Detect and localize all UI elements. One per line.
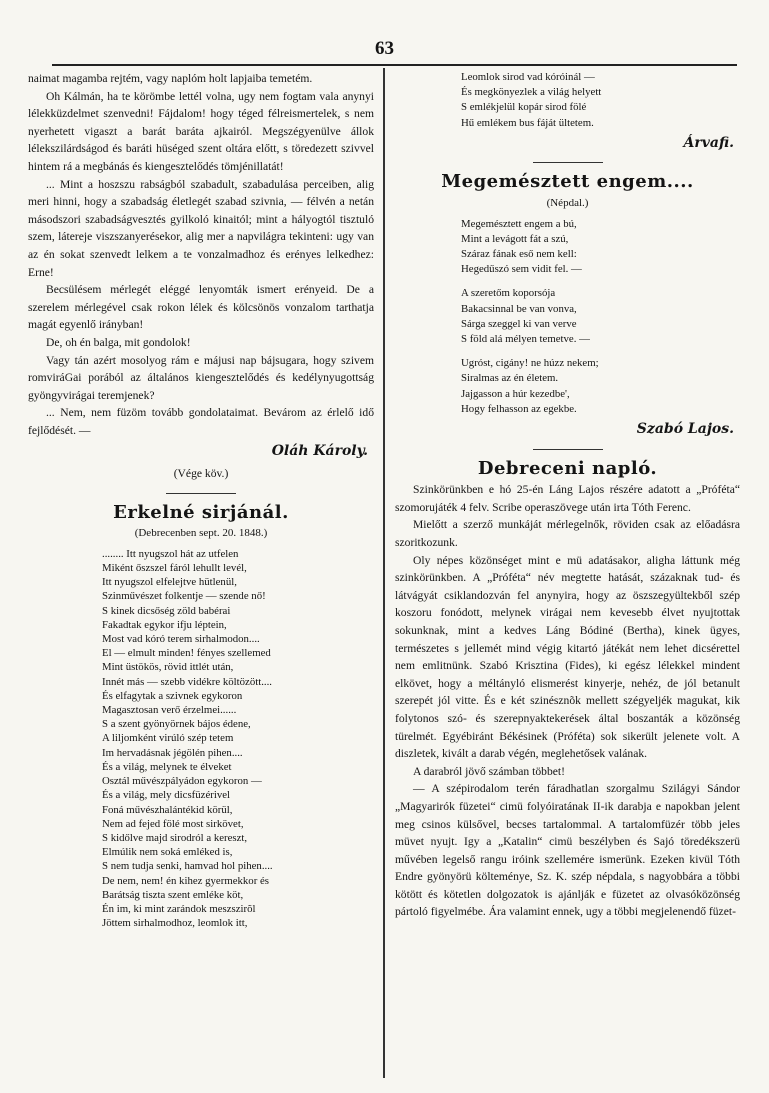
poem-line: Hegedűszó sem vidit fel. — (461, 263, 582, 276)
poem-line: Foná művészhalántékid körül, (102, 803, 233, 816)
poem-line: S a szent gyönyörnek bájos édene, (102, 718, 251, 731)
poem-title: Erkelné sirjánál. (113, 501, 289, 523)
poem-line: ........ Itt nyugszol hát az utfelen (102, 547, 239, 560)
paragraph: De, oh én balga, mit gondolok! (46, 335, 191, 349)
poem-line: Hű emlékem bus fáját ültetem. (461, 116, 594, 129)
poem-line: De nem, nem! én kihez gyermekkor és (102, 874, 269, 887)
poem-line: Most vad kóró terem sirhalmodon.... (102, 633, 260, 646)
poem-line: Nem ad fejed fölé most sirkövet, (102, 817, 244, 830)
stanza-gap (461, 277, 740, 286)
poem-line: Jajgasson a húr kezedbe', (461, 387, 570, 400)
poem-line: Bakacsinnal be van vonva, (461, 302, 577, 315)
poem-line: El — elmult minden! fényes szellemed (102, 647, 271, 660)
poem-line: Sárga szeggel ki van verve (461, 317, 577, 330)
continued-note: (Vége köv.) (173, 467, 229, 481)
poem-line: És megkönyezlek a világ helyett (461, 86, 602, 99)
poem-line: S kinek dicsőség zöld babérai (102, 604, 231, 617)
poem-line: Száraz fának eső nem kell: (461, 248, 577, 260)
right-column (395, 70, 740, 921)
paragraph: — A szépirodalom terén fáradhatlan szorgalmu Szilágyi Sándor „Magyarirók füzetei“ cimü folyóiratának II-ik darabja e napokban jelent meg csinos külsővel, becses tartalommal. A tartalomfüzér több jeles müvet nyujt. Igy a „Katalin“ cimü beszélyben és Sajó töredékszerü művében legelső rangu iróink szellemére ismerünk. Ezeken kivül Tóth Endre gyönyörü költeménye, Sz. K. szép népdala, s nagyobbára a többi kötött és kötetlen dolgozatok is ajánlják e füzetet az olvasóközönség pártoló figyelmébe. Ára valamint ennek, ugy a többi megjelenendő füzet- (395, 782, 740, 919)
paragraph: ... Mint a hoszszu rabságból szabadult, szabadulása perceiben, alig meri hinni, hogy a szabadság életlegét szabad szivnia, — félvén a netán másodszori szabadságvesztés gyilkoló kinaitól; mint a hályogtól tisztuló szem, látereje viszszanyerésekor, alig mer a napvilágra tekinteni: ugy van az én sokat szenvedt lelkem a te vonzalmadhoz és erényes lelkedhez: Erne! (28, 177, 374, 279)
poem-line: Elmúlik nem soká emléked is, (102, 846, 233, 859)
poem-line: Szinművészet folkentje — szende nő! (102, 590, 266, 603)
poem-line: Itt nyugszol elfelejtve hütlenül, (102, 576, 237, 589)
poem-line: S emlékjelül kopár sirod fölé (461, 101, 587, 114)
page-number: 63 (375, 38, 394, 59)
poem-line: S nem tudja senki, hamvad hol pihen.... (102, 860, 273, 873)
poem-line: Im hervadásnak jégölén pihen.... (102, 746, 243, 759)
paragraph: Becsülésem mérlegét eléggé lenyomták ismert erényeid. De a szerelem mérlegével csak rokon lélek és kölcsönös vonzalom tarthatja magát egyenlő irányban! (28, 283, 374, 332)
stanza-gap (461, 347, 740, 356)
paragraph: Oh Kálmán, ha te körömbe lettél volna, ugy nem fogtam vala anynyi lélekküzdelmet szenvedni! Fájdalom! hogy téged félreismertelek, s nem nyerhetett vigaszt a barát baráta ajkairól. Megszégyenülve állok lélekszilárdságod és baráti hüséged szent oltára előtt, s töredezett szivvel hintem rá a megbánás és kiengesztelődés tömjénillatát! (28, 89, 374, 173)
poem-line: A liljomként virúló szép tetem (102, 732, 234, 745)
paragraph: Mielőtt a szerző munkáját mérlegelnők, röviden csak az előadásra szoritkozunk. (395, 518, 740, 549)
nepdal-subtitle: (Népdal.) (546, 197, 589, 209)
section-rule (533, 449, 603, 450)
column-divider (383, 68, 385, 1078)
paragraph: A darabról jövő számban többet! (413, 764, 565, 778)
poem-end (461, 70, 740, 131)
poem-line: És a világ, melynek te élveket (102, 760, 232, 773)
poem-line: Fakadtak egykor ifju léptein, (102, 618, 227, 631)
poem-line: Mint a levágott fát a szú, (461, 232, 569, 245)
header-rule (52, 64, 737, 66)
poem-line: Leomlok sirod vad kóróinál — (461, 71, 595, 83)
poem-line: Ugróst, cigány! ne húzz nekem; (461, 357, 599, 370)
poem-line: Miként őszszel fáról lehullt levél, (102, 562, 247, 575)
section-rule (533, 162, 603, 163)
nepdal-body (461, 217, 740, 417)
poem-line: Innét más — szebb vidékre költözött.... (102, 675, 273, 688)
poem-line: Hogy felhasson az egekbe. (461, 402, 577, 415)
author-signature: Oláh Károly. (271, 443, 368, 460)
nepdal-title: Megemésztett engem.... (441, 171, 694, 193)
paragraph: Oly népes közönséget mint e mü adatásakor, aligha láttunk még szinkörünkben. A „Próféta“ név megtette hatását, százaknak tud- és látvágyát csiklandozván fel anynyira, hogy az öszszegyültekből szép koszoru fonódott, melynek virágai nem kevesebb élvet nyujtottak sokunknak, mint a kedves Láng Bódiné (Bertha), kinek ügyes, természetes s jellemét mind végig kitartó játékát nem lehet dicsérettel nem emlitnünk. Szabó Krisztina (Fides), ki egész lélekkel mindent elkövet, hogy a méltányló elismerést kinyerje, nehéz, de jól betanult szerepét jól vitte. És e két szinésznõk mellett szégyeljék magukat, kik folytonos szó- és szerepnyaktekerések által boszanták a közönség türelmét. Egyébiránt Békésinek (Próféta) sok sikerült jelenete volt. A diszletek, kivált a darab végén, meglehetősek valának. (395, 553, 740, 761)
poem-line: A szeretőm koporsója (461, 287, 556, 300)
poem-line: Mint üstökös, rövid ittlét után, (102, 661, 234, 674)
paragraph: Vagy tán azért mosolyog rám e májusi nap bájsugara, hogy szivem romviráGai porából az általános kiengesztelődés és kedélynyugottság gyöngyvirágai teremjenek? (28, 353, 374, 402)
poem-line: S föld alá mélyen temetve. — (461, 333, 590, 346)
poem-line: Siralmas az én életem. (461, 372, 559, 385)
poem-subtitle: (Debrecenben sept. 20. 1848.) (134, 527, 268, 540)
poem-line: Jöttem sirhalmodhoz, leomlok itt, (102, 917, 248, 930)
paragraph: naimat magamba rejtém, vagy naplóm holt lapjaiba temetém. (28, 72, 313, 85)
poem-signature: Árvafi. (683, 134, 734, 151)
poem-line: Magasztosan verő érzelmei...... (102, 704, 237, 717)
section-rule (166, 493, 236, 494)
nepdal-signature: Szabó Lajos. (636, 421, 734, 438)
left-column (28, 70, 374, 930)
naplo-title: Debreceni napló. (477, 457, 658, 479)
poem-line: És a világ, mely dicsfüzérivel (102, 789, 231, 802)
poem-line: Én im, ki mint zarándok meszszirõl (102, 902, 256, 915)
poem-line: És elfagytak a szivnek egykoron (102, 689, 243, 702)
poem-line: Osztál művészpályádon egykoron — (102, 775, 262, 788)
poem-line: Barátság tiszta szent emléke köt, (102, 888, 244, 901)
poem-body (102, 547, 374, 930)
paragraph: Szinkörünkben e hó 25-én Láng Lajos részére adatott a „Próféta“ szomorujáték 4 felv. Scribe operaszövege után irta Tóth Ferenc. (395, 483, 740, 514)
paragraph: ... Nem, nem füzöm tovább gondolataimat. Bevárom az érlelő idő fejlődését. — (28, 406, 374, 437)
poem-line: S kidőlve majd sirodról a kereszt, (102, 831, 248, 844)
poem-line: Megemésztett engem a bú, (461, 217, 577, 230)
